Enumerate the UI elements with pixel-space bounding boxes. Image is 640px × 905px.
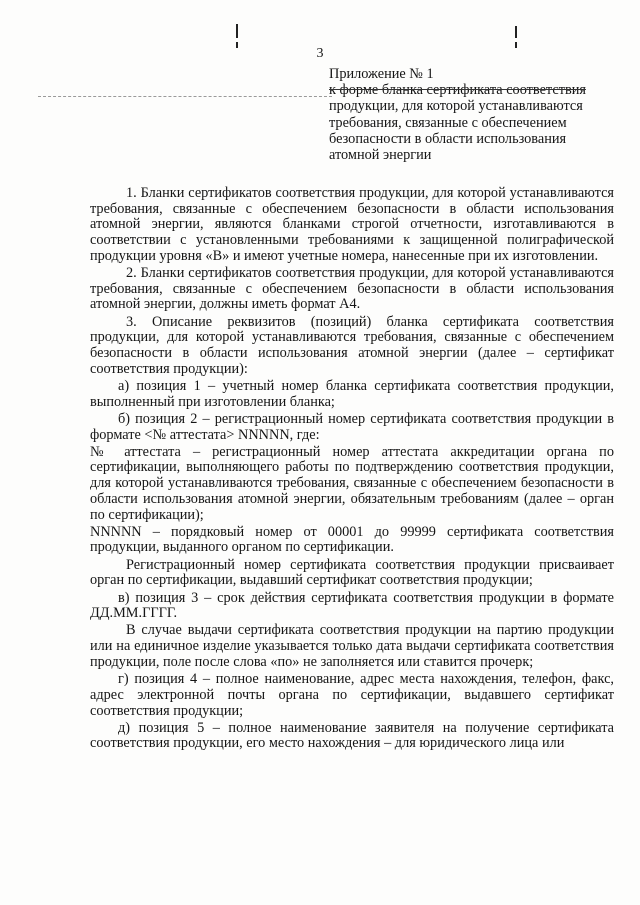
header-rule [38, 96, 332, 97]
paragraph-3a: а) позиция 1 – учетный номер бланка сертификата соответствия продукции, выполненный при изготовлении бланка; [90, 377, 614, 410]
paragraph-3d: д) позиция 5 – полное наименование заявителя на получение сертификата соответствия продукции, его место нахождения – для юридического лица или [90, 719, 614, 752]
appendix-header [329, 66, 609, 163]
document-body [90, 186, 614, 754]
appendix-line: требования, связанные с обеспечением [329, 114, 567, 131]
paragraph-3b: б) позиция 2 – регистрационный номер сертификата соответствия продукции в формате <№ аттестата> NNNNN, где: [90, 410, 614, 443]
paragraph-3g: г) позиция 4 – полное наименование, адрес места нахождения, телефон, факс, адрес электронной почты органа по сертификации, выдавшего сертификат соответствия продукции; [90, 671, 614, 719]
paragraph-registration: Регистрационный номер сертификата соответствия продукции присваивает орган по сертификации, выдавший сертификат соответствия продукции; [90, 556, 614, 589]
paragraph-batch: В случае выдачи сертификата соответствия продукции на партию продукции или на единичное изделие указывается только дата выдачи сертификата соответствия продукции, поле после слова «по» не заполняется или ставится прочерк; [90, 622, 614, 670]
appendix-line: к форме бланка сертификата соответствия [329, 82, 586, 99]
paragraph-2: 2. Бланки сертификатов соответствия продукции, для которой устанавливаются требования, связанные с обеспечением безопасности в области использования атомной энергии, должны иметь формат А4. [90, 265, 614, 313]
appendix-line: продукции, для которой устанавливаются [329, 98, 583, 115]
paragraph-3v: в) позиция 3 – срок действия сертификата соответствия продукции в формате ДД.ММ.ГГГГ. [90, 589, 614, 622]
paragraph-3: 3. Описание реквизитов (позиций) бланка сертификата соответствия продукции, для которой устанавливаются требования, связанные с обеспечением безопасности в области использования атомной энергии (далее – сертификат соответствия продукции): [90, 313, 614, 377]
scan-mark-right [515, 26, 517, 38]
page-number: 3 [316, 46, 324, 61]
scan-mark-left [236, 24, 238, 38]
paragraph-attestat: № аттестата – регистрационный номер аттестата аккредитации органа по сертификации, выполняющего работы по подтверждению соответствия продукции, для которой устанавливаются требования, связанные с обеспечением безопасности в области использования атомной энергии, обязательным требованиям (далее – орган по сертификации); [90, 443, 614, 523]
paragraph-nnnnn: NNNNN – порядковый номер от 00001 до 99999 сертификата соответствия продукции, выданного органом по сертификации. [90, 523, 614, 556]
paragraph-1: 1. Бланки сертификатов соответствия продукции, для которой устанавливаются требования, связанные с обеспечением безопасности в области использования атомной энергии, являются бланками строгой отчетности, изготавливаются в соответствии с установленными требованиями к защищенной полиграфической продукции уровня «В» и имеют учетные номера, нанесенные при их изготовлении. [90, 185, 614, 264]
appendix-line: атомной энергии [329, 147, 432, 164]
appendix-title: Приложение № 1 [329, 66, 434, 82]
appendix-line: безопасности в области использования [329, 130, 567, 147]
